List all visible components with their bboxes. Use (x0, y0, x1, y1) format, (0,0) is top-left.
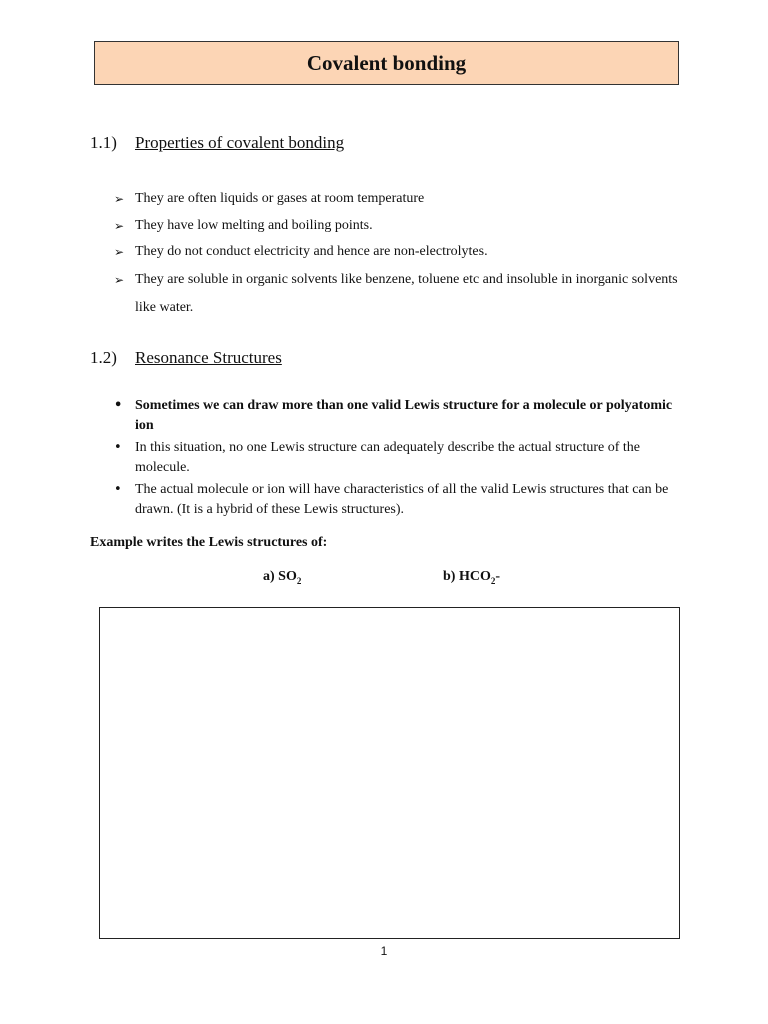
title-box (94, 41, 679, 85)
section-1-number: 1.1) (90, 133, 117, 152)
formula-a: a) $SO_2$ (263, 569, 302, 586)
page-number: 1 (380, 944, 388, 958)
arrow-bullet-icon: ➢ (114, 192, 125, 206)
section-2-number: 1.2) (90, 348, 117, 367)
section-2-heading (90, 348, 282, 368)
answer-box (99, 607, 680, 939)
properties-list (114, 186, 684, 322)
dot-bullet-icon: • (114, 482, 122, 497)
section-2-title: Resonance Structures (135, 348, 282, 367)
example-prompt: Example writes the Lewis structures of: (90, 535, 328, 550)
list-item: ➢ They do not conduct electricity and hence are non-electrolytes. (114, 239, 684, 266)
list-item: ➢ They are soluble in organic solvents like benzene, toluene etc and insoluble in inorganic solvents like water. (114, 266, 684, 322)
section-1-heading (90, 133, 344, 153)
list-item: ➢ They have low melting and boiling points. (114, 213, 684, 240)
arrow-bullet-icon: ➢ (114, 218, 125, 233)
dot-bullet-icon: • (114, 398, 123, 413)
section-1-title: Properties of covalent bonding (135, 133, 345, 152)
arrow-bullet-icon: ➢ (114, 245, 125, 259)
resonance-list (114, 396, 674, 522)
page-title: Covalent bonding (306, 50, 467, 75)
list-item: ➢ They are often liquids or gases at room temperature (114, 186, 684, 213)
list-item: • Sometimes we can draw more than one valid Lewis structure for a molecule or polyatomic ion (114, 398, 673, 433)
dot-bullet-icon: • (114, 440, 122, 455)
list-item: • The actual molecule or ion will have characteristics of all the valid Lewis structures that can be drawn. (It is a hybrid of these Lewis structures). (114, 482, 669, 517)
arrow-bullet-icon: ➢ (114, 272, 125, 287)
list-item: • In this situation, no one Lewis structure can adequately describe the actual structure of the molecule. (114, 440, 640, 475)
formula-b: b) $HCO_2-$ (443, 569, 501, 586)
